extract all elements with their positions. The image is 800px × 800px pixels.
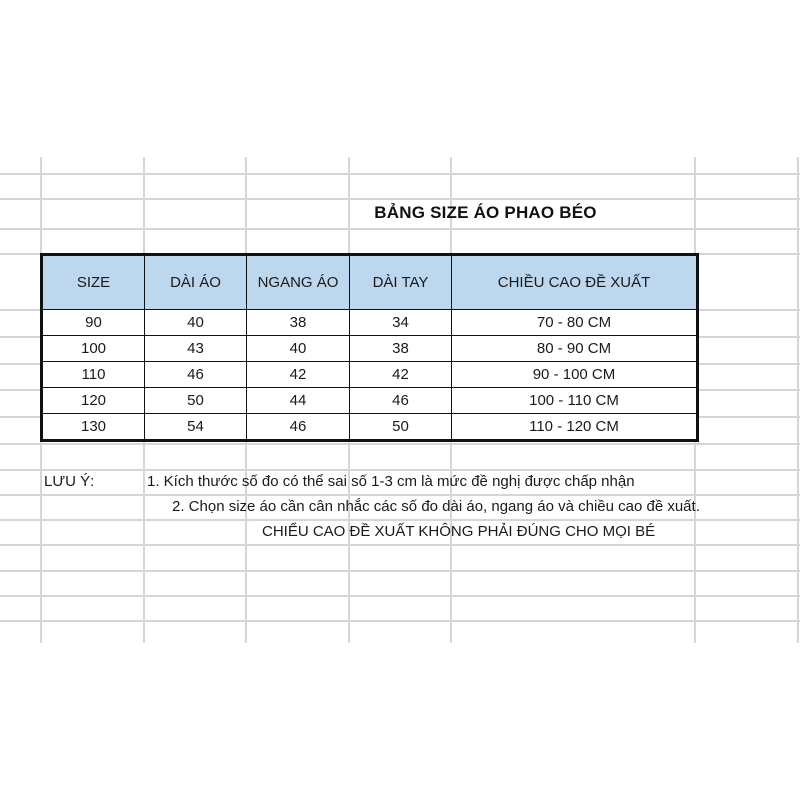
- notes-label: LƯU Ý:: [44, 473, 95, 490]
- cell: 34: [350, 310, 452, 336]
- gridline: [0, 228, 800, 230]
- size-table: [40, 253, 699, 442]
- table-row: [42, 414, 698, 441]
- cell: 110 - 120 CM: [452, 414, 698, 441]
- cell: 50: [145, 388, 247, 414]
- header-width: NGANG ÁO: [247, 255, 350, 310]
- table-row: [42, 336, 698, 362]
- cell: 43: [145, 336, 247, 362]
- table-header-row: [42, 255, 698, 310]
- cell: 80 - 90 CM: [452, 336, 698, 362]
- note-item-1: 1. Kích thước số đo có thể sai số 1-3 cm là mức đề nghị được chấp nhận: [147, 473, 635, 490]
- header-length: DÀI ÁO: [145, 255, 247, 310]
- cell: 42: [350, 362, 452, 388]
- gridline: [0, 570, 800, 572]
- cell: 54: [145, 414, 247, 441]
- cell: 44: [247, 388, 350, 414]
- header-sleeve: DÀI TAY: [350, 255, 452, 310]
- gridline: [0, 544, 800, 546]
- header-height: CHIỀU CAO ĐỀ XUẤT: [452, 255, 698, 310]
- header-size: SIZE: [42, 255, 145, 310]
- cell: 90 - 100 CM: [452, 362, 698, 388]
- page-title: BẢNG SIZE ÁO PHAO BÉO: [374, 203, 597, 222]
- gridline: [0, 595, 800, 597]
- cell: 40: [247, 336, 350, 362]
- cell: 38: [247, 310, 350, 336]
- table-row: [42, 362, 698, 388]
- gridline: [0, 620, 800, 622]
- cell: 40: [145, 310, 247, 336]
- note-item-3: CHIỂU CAO ĐỀ XUẤT KHÔNG PHẢI ĐÚNG CHO MỌI BÉ: [262, 523, 656, 540]
- note-item-2: 2. Chọn size áo cần cân nhắc các số đo dài áo, ngang áo và chiều cao đề xuất.: [172, 498, 700, 515]
- cell: 50: [350, 414, 452, 441]
- cell: 130: [42, 414, 145, 441]
- cell: 70 - 80 CM: [452, 310, 698, 336]
- cell: 42: [247, 362, 350, 388]
- cell: 110: [42, 362, 145, 388]
- cell: 46: [247, 414, 350, 441]
- table-row: [42, 310, 698, 336]
- cell: 38: [350, 336, 452, 362]
- cell: 100: [42, 336, 145, 362]
- table-row: [42, 388, 698, 414]
- cell: 120: [42, 388, 145, 414]
- cell: 90: [42, 310, 145, 336]
- cell: 100 - 110 CM: [452, 388, 698, 414]
- cell: 46: [350, 388, 452, 414]
- gridline: [0, 173, 800, 175]
- cell: 46: [145, 362, 247, 388]
- gridline: [0, 443, 800, 445]
